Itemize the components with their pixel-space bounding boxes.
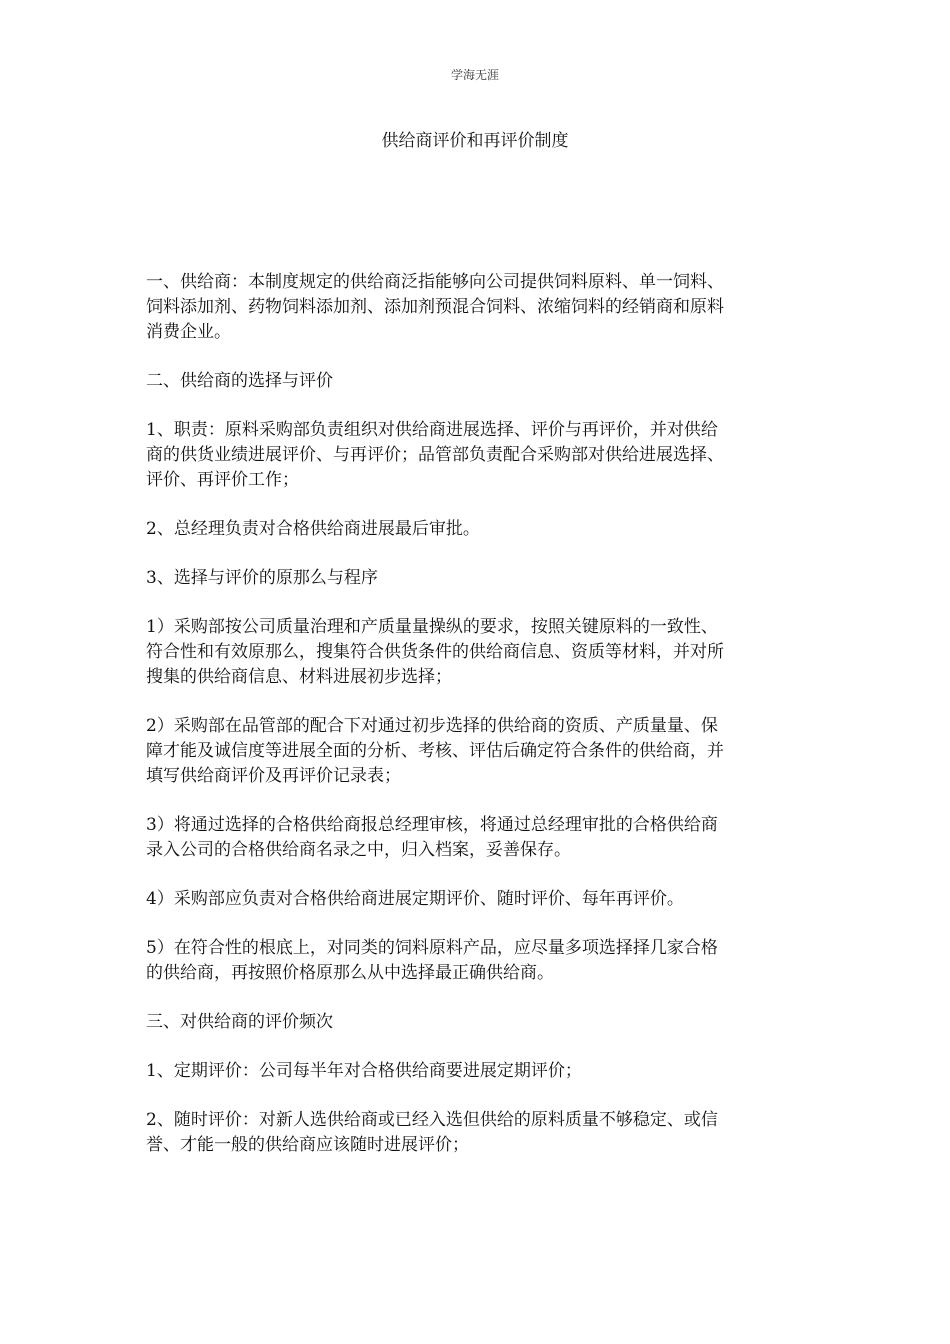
paragraph-step-2: 2）采购部在品管部的配合下对通过初步选择的供给商的资质、产质量量、保 障才能及诚信度等进展全面的分析、考核、评估后确定符合条件的供给商，并 填写供给商评价及再评价记录表； <box>146 716 724 786</box>
paragraph-supplier-definition: 一、供给商：本制度规定的供给商泛指能够向公司提供饲料原料、单一饲料、 饲料添加剂、药物饲料添加剂、添加剂预混合饲料、浓缩饲料的经销商和原料 消费企业。 <box>146 272 724 342</box>
paragraph-responsibilities: 1、职责：原料采购部负责组织对供给商进展选择、评价与再评价，并对供给 商的供货业绩进展评价、与再评价；品管部负责配合采购部对供给进展选择、 评价、再评价工作； <box>146 420 724 490</box>
section-heading-frequency: 三、对供给商的评价频次 <box>146 1012 333 1032</box>
page-header: 学海无涯 <box>450 68 499 82</box>
paragraph-step-3: 3）将通过选择的合格供给商报总经理审核，将通过总经理审批的合格供给商 录入公司的合格供给商名录之中，归入档案，妥善保存。 <box>146 815 718 860</box>
subheading-principles: 3、选择与评价的原那么与程序 <box>146 568 378 588</box>
document-title: 供给商评价和再评价制度 <box>381 131 569 151</box>
paragraph-step-5: 5）在符合性的根底上，对同类的饲料原料产品，应尽量多项选择择几家合格 的供给商，再按照价格原那么从中选择最正确供给商。 <box>146 938 718 983</box>
paragraph-ad-hoc-evaluation: 2、随时评价：对新人选供给商或已经入选但供给的原料质量不够稳定、或信 誉、才能一般的供给商应该随时进展评价； <box>146 1110 718 1155</box>
paragraph-gm-approval: 2、总经理负责对合格供给商进展最后审批。 <box>146 519 480 539</box>
section-heading-selection: 二、供给商的选择与评价 <box>146 371 333 391</box>
paragraph-step-1: 1）采购部按公司质量治理和产质量量操纵的要求，按照关键原料的一致性、 符合性和有效原那么，搜集符合供货条件的供给商信息、资质等材料，并对所 搜集的供给商信息、材料进展初步选择； <box>146 617 724 687</box>
paragraph-periodic-evaluation: 1、定期评价：公司每半年对合格供给商要进展定期评价； <box>146 1061 582 1081</box>
document-body <box>146 270 806 1182</box>
paragraph-step-4: 4）采购部应负责对合格供给商进展定期评价、随时评价、每年再评价。 <box>146 889 684 909</box>
